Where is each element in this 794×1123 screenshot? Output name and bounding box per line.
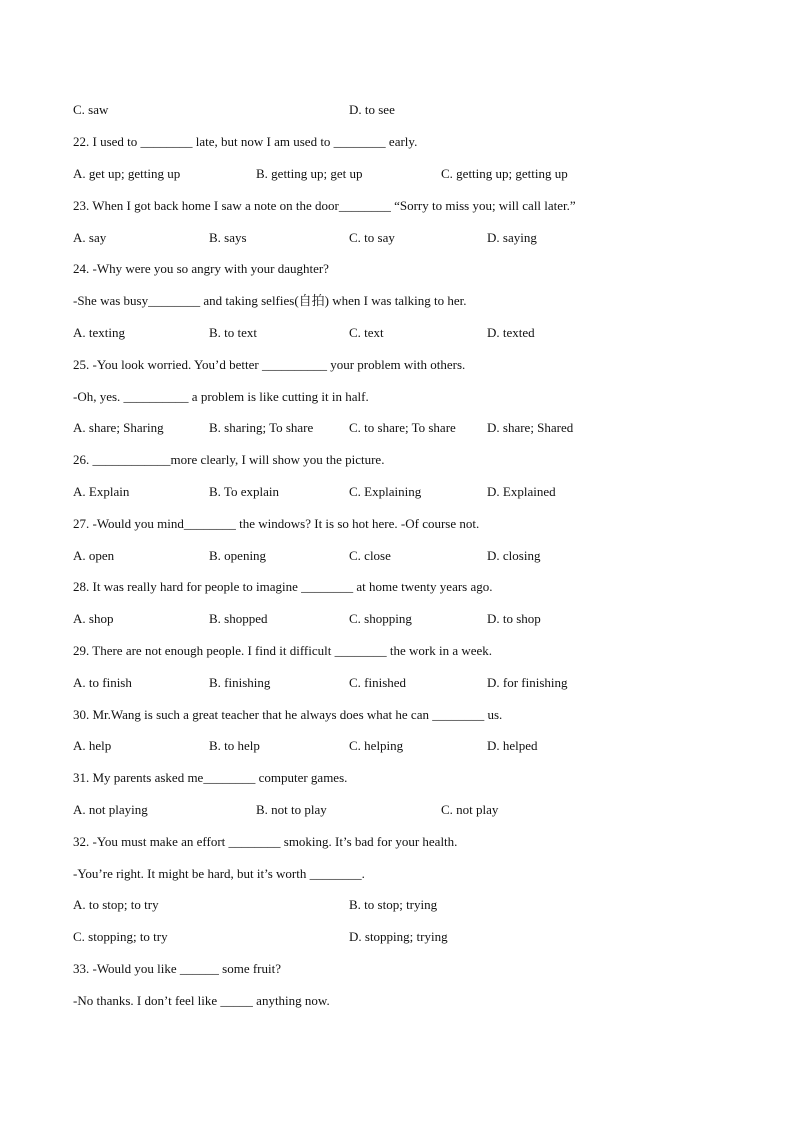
question-24-reply: -She was busy________ and taking selfies(自拍) when I was talking to her. (73, 293, 467, 308)
q32-options-row2 (0, 929, 794, 945)
option-a: A. texting (73, 325, 125, 340)
option-a: A. to finish (73, 675, 132, 690)
option-c: C. close (349, 548, 391, 563)
option-b: B. opening (209, 548, 267, 563)
option-a: A. help (73, 738, 112, 753)
option-b: B. shopped (209, 611, 268, 626)
question-24: 24. -Why were you so angry with your daughter? (73, 261, 329, 276)
q24-options (0, 325, 794, 341)
option-c: C. to share; To share (349, 420, 456, 435)
question-22: 22. I used to ________ late, but now I am used to ________ early. (73, 134, 418, 149)
option-b: B. sharing; To share (209, 420, 314, 435)
option-d: D. texted (487, 325, 535, 340)
q30-options (0, 738, 794, 754)
option-c: C. stopping; to try (73, 929, 168, 944)
option-d: D. to shop (487, 611, 541, 626)
question-32-reply: -You’re right. It might be hard, but it’s worth ________. (73, 866, 365, 881)
option-d: D. closing (487, 548, 541, 563)
question-29: 29. There are not enough people. I find it difficult ________ the work in a week. (73, 643, 493, 658)
q22-options (0, 166, 794, 182)
option-b: B. to stop; trying (349, 897, 438, 912)
option-b: B. getting up; get up (256, 166, 363, 181)
option-b: B. to text (209, 325, 258, 340)
question-23: 23. When I got back home I saw a note on the door________ “Sorry to miss you; will call later.” (73, 198, 576, 213)
q21-options (0, 102, 794, 118)
option-a: A. Explain (73, 484, 130, 499)
q28-options (0, 611, 794, 627)
question-25: 25. -You look worried. You’d better __________ your problem with others. (73, 357, 466, 372)
q29-options (0, 675, 794, 691)
question-32: 32. -You must make an effort ________ smoking. It’s bad for your health. (73, 834, 458, 849)
option-d: D. stopping; trying (349, 929, 448, 944)
question-25-reply: -Oh, yes. __________ a problem is like cutting it in half. (73, 389, 369, 404)
question-28: 28. It was really hard for people to imagine ________ at home twenty years ago. (73, 579, 493, 594)
option-d: D. share; Shared (487, 420, 574, 435)
option-a: A. say (73, 230, 107, 245)
option-c: C. getting up; getting up (441, 166, 568, 181)
option-b: B. To explain (209, 484, 279, 499)
q26-options (0, 484, 794, 500)
option-c: C. Explaining (349, 484, 422, 499)
question-30: 30. Mr.Wang is such a great teacher that he always does what he can ________ us. (73, 707, 503, 722)
option-c: C. saw (73, 102, 109, 117)
option-d: D. saying (487, 230, 537, 245)
option-b: B. not to play (256, 802, 327, 817)
option-a: A. share; Sharing (73, 420, 164, 435)
option-b: B. finishing (209, 675, 271, 690)
question-27: 27. -Would you mind________ the windows? It is so hot here. -Of course not. (73, 516, 480, 531)
option-d: D. to see (349, 102, 395, 117)
option-a: A. open (73, 548, 115, 563)
question-33: 33. -Would you like ______ some fruit? (73, 961, 282, 976)
q31-options (0, 802, 794, 818)
option-c: C. to say (349, 230, 395, 245)
option-a: A. get up; getting up (73, 166, 181, 181)
option-a: A. to stop; to try (73, 897, 159, 912)
option-c: C. not play (441, 802, 499, 817)
q23-options (0, 230, 794, 246)
question-33-reply: -No thanks. I don’t feel like _____ anything now. (73, 993, 330, 1008)
option-d: D. Explained (487, 484, 556, 499)
option-c: C. helping (349, 738, 404, 753)
option-c: C. shopping (349, 611, 412, 626)
option-c: C. finished (349, 675, 407, 690)
q27-options (0, 548, 794, 564)
question-26: 26. ____________more clearly, I will show you the picture. (73, 452, 385, 467)
option-b: B. says (209, 230, 247, 245)
option-d: D. for finishing (487, 675, 568, 690)
option-c: C. text (349, 325, 384, 340)
question-31: 31. My parents asked me________ computer games. (73, 770, 348, 785)
option-d: D. helped (487, 738, 538, 753)
option-a: A. not playing (73, 802, 148, 817)
q25-options (0, 420, 794, 436)
q32-options-row1 (0, 897, 794, 913)
option-a: A. shop (73, 611, 114, 626)
option-b: B. to help (209, 738, 260, 753)
